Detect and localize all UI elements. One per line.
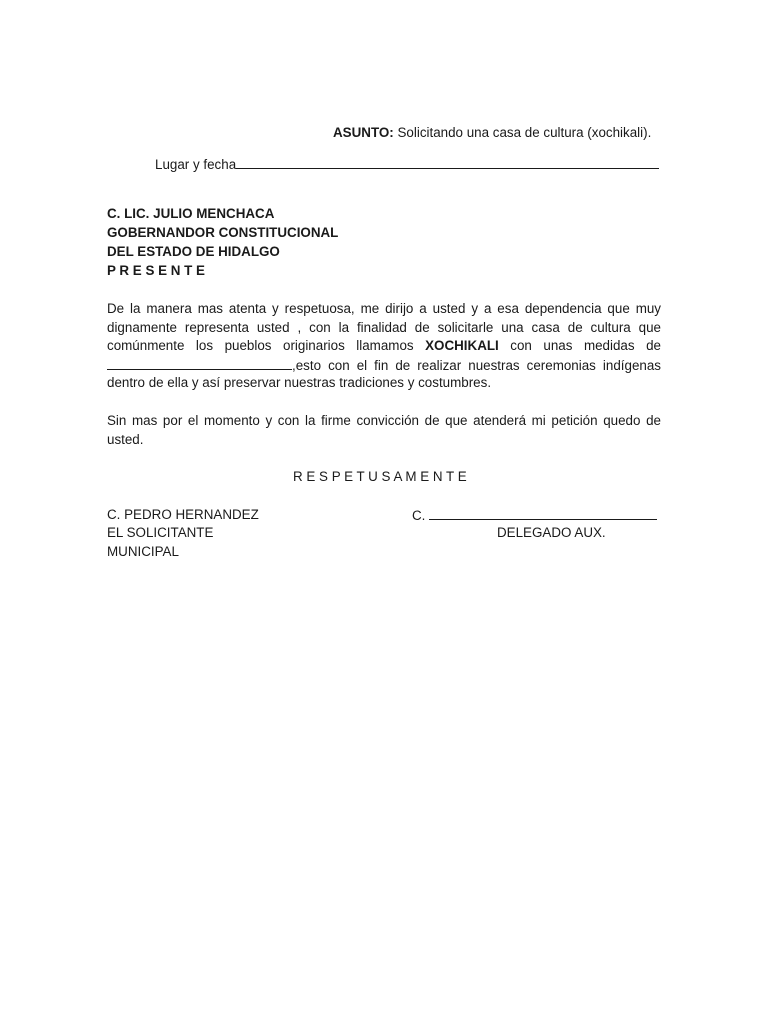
signer-name: C. PEDRO HERNANDEZ: [107, 507, 259, 522]
subject-label: ASUNTO:: [333, 125, 394, 140]
paragraph-line: usted.: [107, 431, 144, 447]
closing-respectfully: R E S P E T U S A M E N T E: [293, 469, 467, 484]
paragraph-line: dentro de ella y así preservar nuestras tradiciones y costumbres.: [107, 375, 492, 390]
delegate-name-blank: [429, 506, 657, 520]
body-paragraph-2: [107, 412, 661, 449]
recipient-name: C. LIC. JULIO MENCHACA: [107, 206, 275, 221]
signer-role-2: MUNICIPAL: [107, 544, 179, 559]
recipient-presente: P R E S E N T E: [107, 263, 205, 278]
paragraph-line: [107, 337, 661, 356]
paragraph-text: comúnmente los pueblos originarios llamamos: [107, 338, 426, 353]
subject-text: Solicitando una casa de cultura (xochikali).: [393, 125, 652, 140]
paragraph-line: De la manera mas atenta y respetuosa, me dirijo a usted y a esa dependencia que muy: [107, 301, 661, 316]
paragraph-text: con unas medidas de: [498, 338, 661, 353]
delegate-line: [412, 506, 657, 525]
place-date-label: Lugar y fecha: [155, 157, 237, 172]
subject-line: [333, 124, 651, 142]
recipient-state: DEL ESTADO DE HIDALGO: [107, 244, 280, 259]
paragraph-text: ,esto con el fin de realizar nuestras ceremonias indígenas: [292, 357, 661, 373]
xochikali-term: XOCHIKALI: [425, 338, 499, 353]
paragraph-line: Sin mas por el momento y con la firme convicción de que atenderá mi petición quedo de: [107, 413, 661, 428]
paragraph-line: [107, 356, 661, 375]
recipient-title: GOBERNANDOR CONSTITUCIONAL: [107, 225, 339, 240]
signer-role: EL SOLICITANTE: [107, 525, 214, 540]
place-date-blank: [236, 155, 659, 169]
measures-blank: [107, 356, 292, 370]
body-paragraph-1: [107, 300, 661, 393]
place-date-line: [155, 155, 659, 174]
paragraph-line: dignamente representa usted , con la finalidad de solicitarle una casa de cultura que: [107, 319, 661, 335]
delegate-role: DELEGADO AUX.: [497, 525, 606, 540]
delegate-prefix: C.: [412, 508, 426, 523]
